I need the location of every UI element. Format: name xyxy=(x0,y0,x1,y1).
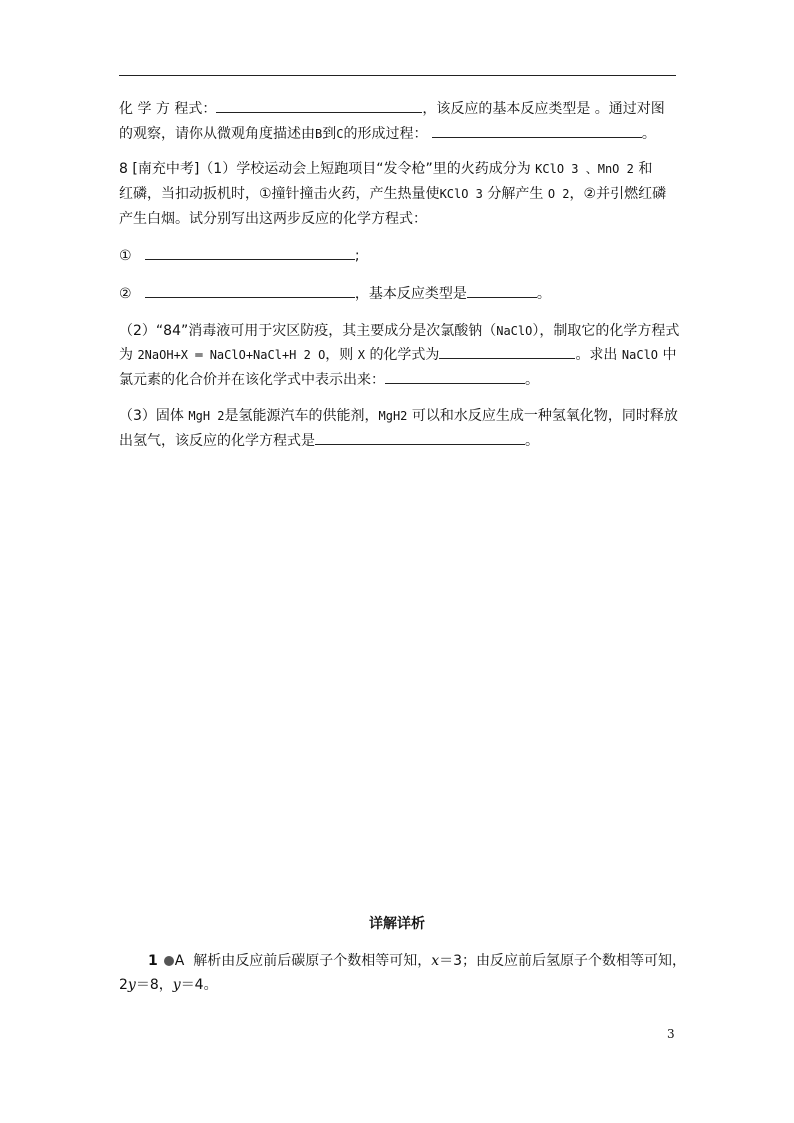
text: 到 xyxy=(322,126,337,142)
answer-1-line-1 xyxy=(148,951,687,971)
answer-blank[interactable] xyxy=(467,284,537,298)
answer-blank[interactable] xyxy=(439,345,575,359)
q8-part3-line-2 xyxy=(119,431,679,451)
item-number: ② xyxy=(119,286,132,302)
answer-blank[interactable] xyxy=(315,431,525,445)
text: （2）“84”消毒液可用于灾区防疫，其主要成分是次氯酸钠（ xyxy=(119,323,497,339)
variable: y xyxy=(127,977,136,993)
text: 。 xyxy=(525,433,539,449)
text: ，则 xyxy=(325,347,354,363)
q8-blank-1 xyxy=(119,246,679,266)
page-number: 3 xyxy=(667,1027,675,1041)
q8-part3-line-1 xyxy=(119,406,679,426)
text: ; xyxy=(354,248,360,264)
formula: MgH 2 xyxy=(188,409,225,423)
q8-line-2 xyxy=(119,184,679,204)
text: 分解产生 xyxy=(487,186,544,202)
q8-blank-2 xyxy=(119,284,679,304)
text: ＝4。 xyxy=(180,977,218,993)
question-prev-line-1 xyxy=(119,99,679,119)
text: 化 学 方 程式： xyxy=(119,101,217,117)
text: 为 xyxy=(119,347,133,363)
variable: x xyxy=(431,953,440,969)
answers-title: 详解详析 xyxy=(369,916,425,932)
answer-number: 1 xyxy=(148,953,158,969)
text: 产生白烟。试分别写出这两步反应的化学方程式： xyxy=(119,211,427,227)
text: ，该反应的基本反应类型是 。通过对图 xyxy=(422,101,665,117)
q8-part2-line-3 xyxy=(119,370,679,390)
formula: KClO 3 、MnO 2 xyxy=(535,162,634,176)
q8-part2-line-2 xyxy=(119,345,679,365)
item-number: ① xyxy=(119,248,132,264)
formula: NaClO xyxy=(496,324,533,338)
text: B xyxy=(315,127,323,141)
text: 的化学式为 xyxy=(369,347,440,363)
q8-part2-line-1 xyxy=(119,321,679,341)
text: （3）固体 xyxy=(119,408,184,424)
text: 。 xyxy=(536,286,551,302)
variable: y xyxy=(172,977,181,993)
text: ），制取它的化学方程式 xyxy=(532,323,680,339)
text: ，基本反应类型是 xyxy=(354,286,467,302)
text: 可以和水反应生成一种氢氧化物，同时释放 xyxy=(411,408,678,424)
text: 的形成过程： xyxy=(343,126,428,142)
answer-blank[interactable] xyxy=(432,124,642,138)
text: 解析由反应前后碳原子个数相等可知， xyxy=(193,953,432,969)
header-rule xyxy=(119,75,676,76)
answer-blank[interactable] xyxy=(385,370,525,384)
text: 红磷，当扣动扳机时，①撞针撞击火药，产生热量使 xyxy=(119,186,440,202)
formula: 2NaOH+X ═ NaClO+NaCl+H 2 O xyxy=(137,348,326,362)
q8-line-3 xyxy=(119,209,679,229)
answer-blank[interactable] xyxy=(216,99,422,113)
formula: O 2 xyxy=(547,187,570,201)
text: C xyxy=(336,127,344,141)
text: 的观察，请你从微观角度描述由 xyxy=(119,126,315,142)
answer-letter: A xyxy=(174,953,185,969)
q8-line-1 xyxy=(119,159,679,179)
text: 氯元素的化合价并在该化学式中表示出来： xyxy=(119,372,385,388)
answer-blank[interactable] xyxy=(145,246,355,260)
formula: NaClO xyxy=(621,348,659,362)
text: 。 xyxy=(641,126,656,142)
formula: X xyxy=(357,348,365,362)
text: 2 xyxy=(119,977,128,993)
text: ＝8， xyxy=(135,977,173,993)
answer-blank[interactable] xyxy=(145,284,355,298)
answer-icon xyxy=(164,956,174,966)
text: 是氢能源汽车的供能剂， xyxy=(224,408,379,424)
text: 中 xyxy=(662,347,677,363)
question-prev-line-2 xyxy=(119,124,679,144)
text: 和 xyxy=(638,161,653,177)
text: 。 xyxy=(525,372,539,388)
answer-1-line-2 xyxy=(119,975,679,995)
text: ＝3；由反应前后氢原子个数相等可知， xyxy=(439,953,687,969)
formula: KClO 3 xyxy=(439,187,483,201)
text: 8 [南充中考]（1）学校运动会上短跑项目“发令枪”里的火药成分为 xyxy=(119,161,531,177)
text: 。求出 xyxy=(575,347,618,363)
text: 出氢气，该反应的化学方程式是 xyxy=(119,433,315,449)
text: ，②并引燃红磷 xyxy=(569,186,667,202)
formula: MgH2 xyxy=(378,409,408,423)
